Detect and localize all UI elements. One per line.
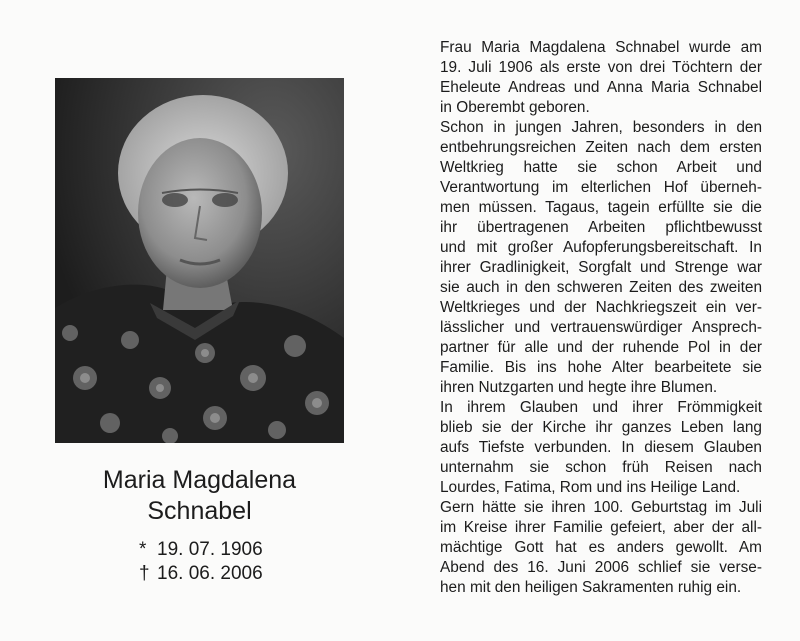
bio-line: lässlicher und vertrauenswürdiger Ansprech- xyxy=(440,319,762,336)
bio-line: Eheleute Andreas und Anna Maria Schnabel xyxy=(440,79,762,96)
bio-line: ihren Nutzgarten und hegte ihre Blumen. xyxy=(440,379,718,396)
bio-line: unternahm sie schon früh Reisen nach xyxy=(440,459,762,476)
bio-line: partner für alle und der ruhende Pol in der xyxy=(440,339,762,356)
bio-line: ihrer Gradlinigkeit, Sorgfalt und Strenge war xyxy=(440,259,762,276)
bio-line: blieb sie der Kirche ihr ganzes Leben lang xyxy=(440,419,762,436)
bio-line: und mit großer Aufopferungsbereitschaft. In xyxy=(440,239,762,256)
biography-text xyxy=(440,38,762,598)
birth-star-icon: * xyxy=(139,539,147,560)
bio-line: Schon in jungen Jahren, besonders in den xyxy=(440,119,762,136)
bio-line: Weltkrieges und der Nachkriegszeit ein ver- xyxy=(440,299,762,316)
bio-line: aufs Tiefste verbunden. In diesem Glauben xyxy=(440,439,762,456)
death-date: 16. 06. 2006 xyxy=(157,563,263,584)
deceased-name-last-line: Schnabel xyxy=(147,497,252,525)
bio-line: In ihrem Glauben und ihrer Frömmigkeit xyxy=(440,399,762,416)
bio-line: Frau Maria Magdalena Schnabel wurde am xyxy=(440,39,762,56)
bio-line: Verantwortung im elterlichen Hof überneh- xyxy=(440,179,762,196)
death-cross-icon: † xyxy=(139,563,150,584)
bio-line: Familie. Bis ins hohe Alter bearbeitete sie xyxy=(440,359,762,376)
death-date-row xyxy=(139,562,299,586)
bio-line: in Oberembt geboren. xyxy=(440,99,590,116)
bio-line: hen mit den heiligen Sakramenten ruhig ein. xyxy=(440,579,742,596)
deceased-name-first-line: Maria Magdalena xyxy=(102,466,297,494)
birth-date-row xyxy=(139,538,299,562)
bio-line: Gern hätte sie ihren 100. Geburtstag im Juli xyxy=(440,499,762,516)
bio-line: sie auch in den schweren Zeiten des zweiten xyxy=(440,279,762,296)
bio-line: Lourdes, Fatima, Rom und ins Heilige Land. xyxy=(440,479,741,496)
bio-line: entbehrungsreichen Zeiten nach dem ersten xyxy=(440,139,762,156)
bio-line: Abend des 16. Juni 2006 schlief sie verse- xyxy=(440,559,762,576)
bio-line: ihr übertragenen Arbeiten pflichtbewusst xyxy=(440,219,762,236)
portrait-photo xyxy=(55,78,344,443)
bio-line: Weltkrieg hatte sie schon Arbeit und xyxy=(440,159,762,176)
bio-line: 19. Juli 1906 als erste von drei Töchtern der xyxy=(440,59,762,76)
life-dates xyxy=(139,538,299,586)
bio-line: men müssen. Tagaus, tagein erfüllte sie die xyxy=(440,199,762,216)
bio-line: im Kreise ihrer Familie gefeiert, aber der all- xyxy=(440,519,762,536)
birth-date: 19. 07. 1906 xyxy=(157,539,263,560)
bio-line: mächtige Gott hat es anders gewollt. Am xyxy=(440,539,762,556)
